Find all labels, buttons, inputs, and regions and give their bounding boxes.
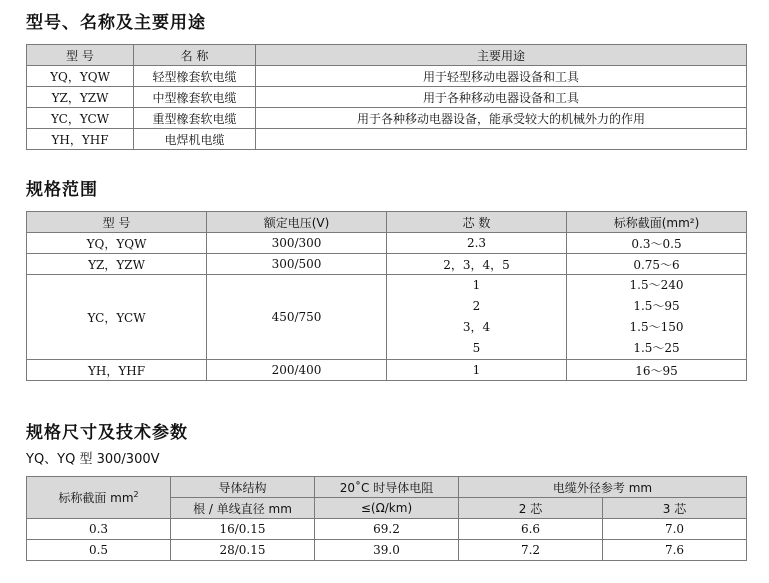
section-header-label: 标称截面 mm [58, 491, 134, 505]
cell-model: YQ，YQW [27, 66, 134, 87]
cell-usage [256, 129, 747, 150]
column-header-voltage: 额定电压(V) [207, 212, 387, 233]
table-header-row [27, 212, 747, 233]
table-header-row [27, 477, 747, 498]
table-row [27, 129, 747, 150]
column-header-name: 名 称 [134, 45, 256, 66]
cell-voltage: 300/500 [207, 254, 387, 275]
section-header-unit-sup: 2 [133, 490, 139, 499]
cell-model: YZ，YZW [27, 87, 134, 108]
column-subheader-2-core: 2 芯 [459, 498, 603, 519]
table-row [27, 87, 747, 108]
column-header-cores: 芯 数 [387, 212, 567, 233]
cell-model: YZ，YZW [27, 254, 207, 275]
column-header-usage: 主要用途 [256, 45, 747, 66]
section-value: 1.5～150 [629, 320, 684, 334]
cell-structure: 16/0.15 [171, 519, 315, 540]
cell-name: 电焊机电缆 [134, 129, 256, 150]
cell-usage: 用于各种移动电器设备，能承受较大的机械外力的作用 [256, 108, 747, 129]
dimensions-table [26, 476, 747, 561]
column-header-model: 型 号 [27, 212, 207, 233]
column-subheader-structure: 根 / 单线直径 mm [171, 498, 315, 519]
cell-resistance: 39.0 [315, 540, 459, 561]
cell-cores: 2.3 [387, 233, 567, 254]
table-row [27, 66, 747, 87]
table-row [27, 108, 747, 129]
column-header-diameter: 电缆外径参考 mm [459, 477, 747, 498]
usage-table [26, 44, 747, 150]
cell-voltage: 450/750 [207, 275, 387, 360]
cell-name: 重型橡套软电缆 [134, 108, 256, 129]
cell-name: 轻型橡套软电缆 [134, 66, 256, 87]
cell-name: 中型橡套软电缆 [134, 87, 256, 108]
column-subheader-3-core: 3 芯 [603, 498, 747, 519]
cell-voltage: 300/300 [207, 233, 387, 254]
cell-diameter-3: 7.0 [603, 519, 747, 540]
table-row [27, 540, 747, 561]
cell-section: 0.3 [27, 519, 171, 540]
cell-section: 16～95 [567, 360, 747, 381]
table-row [27, 519, 747, 540]
cores-value: 1 [472, 278, 481, 292]
cell-structure: 28/0.15 [171, 540, 315, 561]
cell-model: YC，YCW [27, 275, 207, 360]
section-value: 1.5～95 [633, 299, 680, 313]
cell-section: 0.5 [27, 540, 171, 561]
cell-usage: 用于轻型移动电器设备和工具 [256, 66, 747, 87]
section-title-usage: 型号、名称及主要用途 [26, 13, 206, 33]
cell-model: YC，YCW [27, 108, 134, 129]
column-header-model: 型 号 [27, 45, 134, 66]
cell-usage: 用于各种移动电器设备和工具 [256, 87, 747, 108]
section-value: 1.5～240 [629, 278, 684, 292]
cell-section: 0.3～0.5 [567, 233, 747, 254]
cell-voltage: 200/400 [207, 360, 387, 381]
cell-model: YQ，YQW [27, 233, 207, 254]
cell-diameter-3: 7.6 [603, 540, 747, 561]
column-header-section [27, 477, 171, 519]
cell-resistance: 69.2 [315, 519, 459, 540]
column-subheader-resistance: ≤(Ω/km) [315, 498, 459, 519]
table-subtitle: YQ、YQ 型 300/300V [26, 452, 160, 467]
table-row [27, 275, 747, 360]
table-row [27, 254, 747, 275]
cell-cores [387, 275, 567, 360]
cell-section: 0.75～6 [567, 254, 747, 275]
table-row [27, 233, 747, 254]
cell-section [567, 275, 747, 360]
spec-range-table [26, 211, 747, 381]
cores-value: 5 [472, 341, 481, 355]
cell-cores: 1 [387, 360, 567, 381]
cell-diameter-2: 7.2 [459, 540, 603, 561]
cell-cores: 2，3，4，5 [387, 254, 567, 275]
cores-value: 3，4 [462, 320, 491, 334]
column-header-structure: 导体结构 [171, 477, 315, 498]
column-header-section: 标称截面(mm²) [567, 212, 747, 233]
cores-value: 2 [472, 299, 481, 313]
table-header-row [27, 45, 747, 66]
section-title-dimensions: 规格尺寸及技术参数 [26, 423, 188, 443]
cell-diameter-2: 6.6 [459, 519, 603, 540]
cell-model: YH，YHF [27, 360, 207, 381]
section-value: 1.5～25 [633, 341, 680, 355]
column-header-resistance: 20˚C 时导体电阻 [315, 477, 459, 498]
section-title-spec-range: 规格范围 [26, 180, 98, 200]
cell-model: YH，YHF [27, 129, 134, 150]
table-row [27, 360, 747, 381]
